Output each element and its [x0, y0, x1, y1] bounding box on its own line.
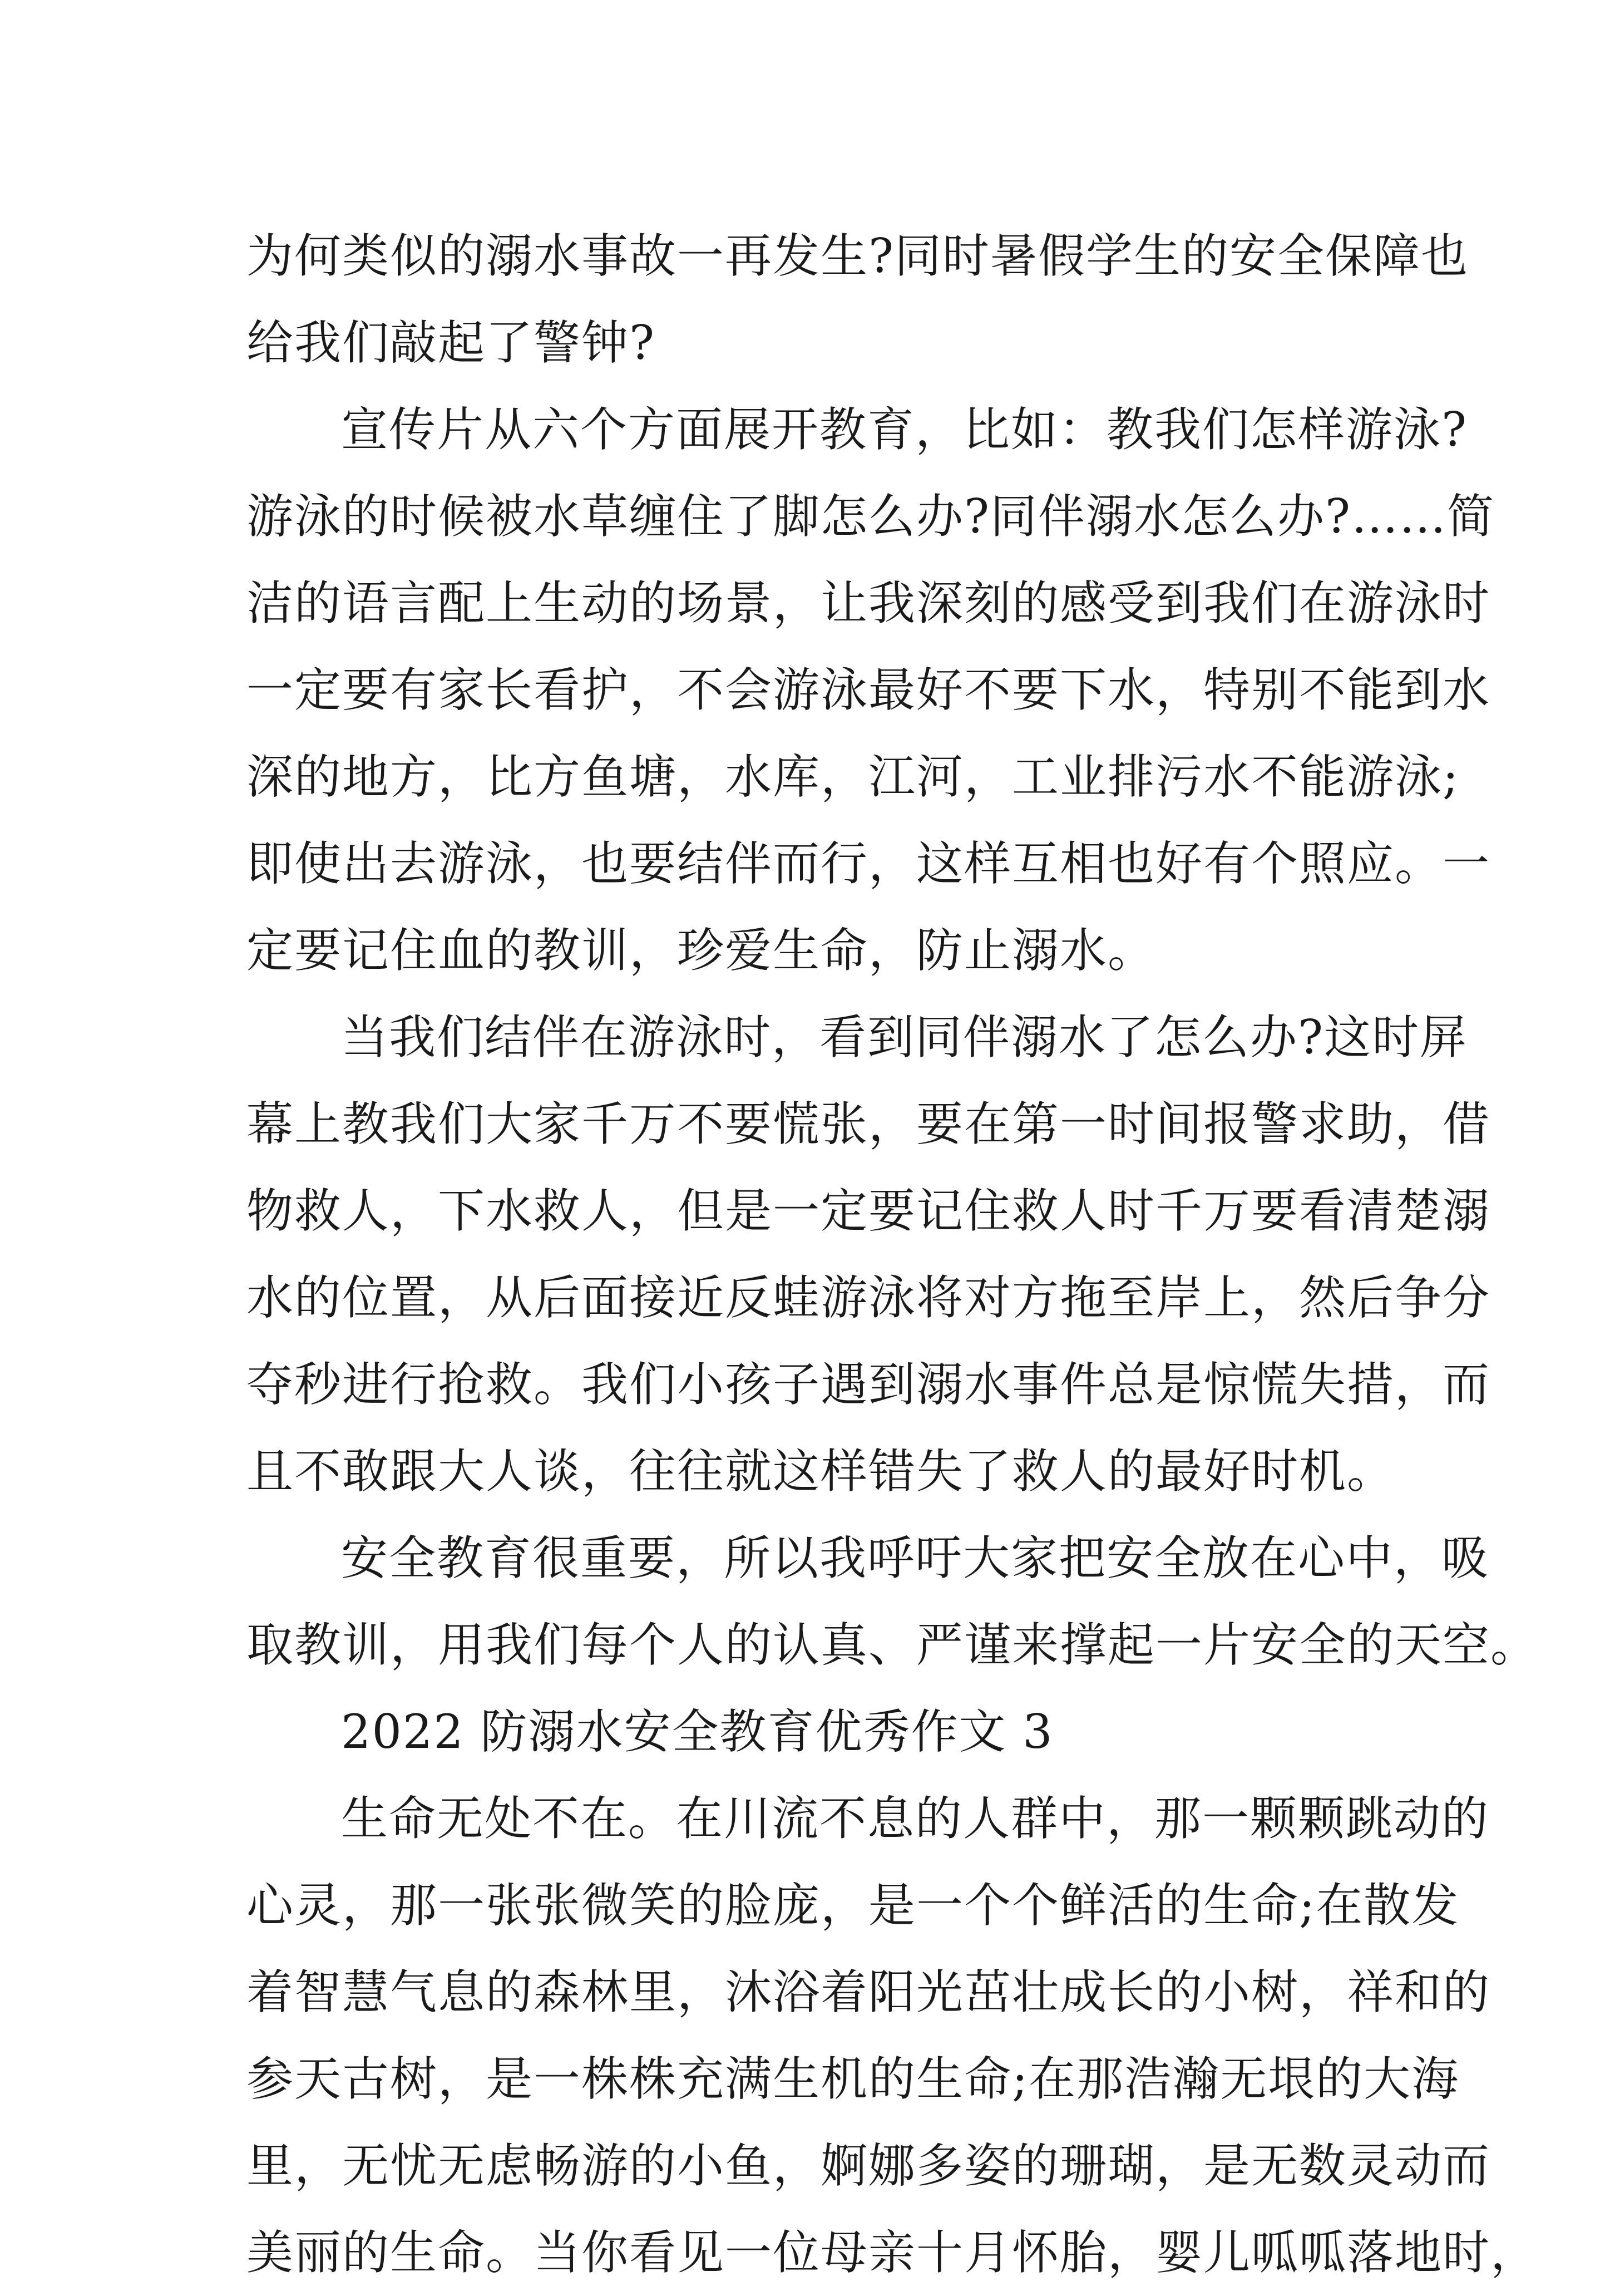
text-line: 给我们敲起了警钟?	[246, 316, 656, 370]
section-heading: 2022 防溺水安全教育优秀作文 3	[341, 1704, 1054, 1759]
paragraph-start-line: 当我们结伴在游泳时，看到同伴溺水了怎么办?这时屏	[341, 1010, 1468, 1065]
text-line: 物救人，下水救人，但是一定要记住救人时千万要看清楚溺	[246, 1184, 1491, 1238]
text-line: 水的位置，从后面接近反蛙游泳将对方拖至岸上，然后争分	[246, 1270, 1491, 1325]
paragraph-start-line: 安全教育很重要，所以我呼吁大家把安全放在心中，吸	[341, 1531, 1490, 1585]
text-line: 游泳的时候被水草缠住了脚怎么办?同伴溺水怎么办?……简	[246, 489, 1495, 544]
text-line: 夺秒进行抢救。我们小孩子遇到溺水事件总是惊慌失措，而	[246, 1357, 1491, 1412]
text-line: 为何类似的溺水事故一再发生?同时暑假学生的安全保障也	[246, 229, 1469, 283]
text-line: 心灵，那一张张微笑的脸庞，是一个个鲜活的生命;在散发	[246, 1878, 1460, 1933]
text-line: 着智慧气息的森林里，沐浴着阳光茁壮成长的小树，祥和的	[246, 1965, 1491, 2019]
text-line: 洁的语言配上生动的场景，让我深刻的感受到我们在游泳时	[246, 576, 1491, 630]
text-line: 一定要有家长看护，不会游泳最好不要下水，特别不能到水	[246, 663, 1491, 717]
text-line: 取教训，用我们每个人的认真、严谨来撑起一片安全的天空。	[246, 1618, 1539, 1672]
document-body	[246, 213, 1539, 2296]
text-line: 幕上教我们大家千万不要慌张，要在第一时间报警求助，借	[246, 1097, 1491, 1151]
text-line: 即使出去游泳，也要结伴而行，这样互相也好有个照应。一	[246, 836, 1491, 891]
paragraph-start-line: 宣传片从六个方面展开教育，比如：教我们怎样游泳?	[341, 402, 1468, 457]
paragraph-start-line: 生命无处不在。在川流不息的人群中，那一颗颗跳动的	[341, 1791, 1490, 1846]
text-line: 美丽的生命。当你看见一位母亲十月怀胎，婴儿呱呱落地时，	[246, 2225, 1539, 2280]
text-line: 里，无忧无虑畅游的小鱼，婀娜多姿的珊瑚，是无数灵动而	[246, 2139, 1491, 2193]
text-line: 且不敢跟大人谈，往往就这样错失了救人的最好时机。	[246, 1444, 1395, 1499]
text-line: 定要记住血的教训，珍爱生命，防止溺水。	[246, 923, 1156, 978]
text-line: 参天古树，是一株株充满生机的生命;在那浩瀚无垠的大海	[246, 2052, 1460, 2106]
text-line: 深的地方，比方鱼塘，水库，江河，工业排污水不能游泳;	[246, 750, 1460, 804]
